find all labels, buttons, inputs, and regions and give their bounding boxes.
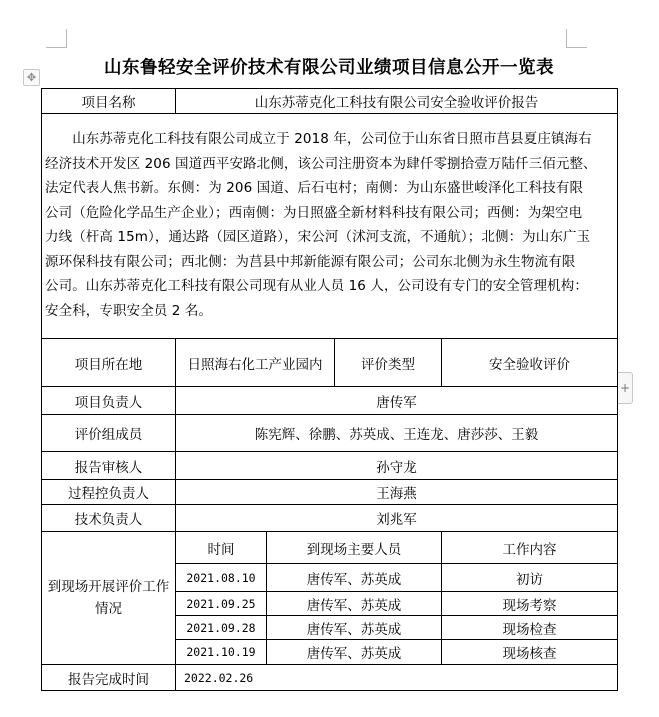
site-work-header-time: 时间 <box>176 532 267 564</box>
evaluation-type-value: 安全验收评价 <box>442 339 618 387</box>
site-work-date: 2021.10.19 <box>176 640 267 665</box>
reviewer-row <box>42 452 618 480</box>
site-work-people: 唐传军、苏英成 <box>267 616 442 640</box>
project-info-table <box>41 88 618 691</box>
project-name-value: 山东苏蒂克化工科技有限公司安全验收评价报告 <box>176 89 618 114</box>
intro-line: 安全科，专职安全员 2 名。 <box>45 302 213 319</box>
location-label: 项目所在地 <box>42 339 176 387</box>
site-work-header-content: 工作内容 <box>442 532 618 564</box>
members-label: 评价组成员 <box>42 415 176 452</box>
add-column-button[interactable] <box>618 372 633 404</box>
plus-icon: + <box>619 381 631 395</box>
intro-line: 公司。山东苏蒂克化工科技有限公司现有从业人员 16 人，公司设有专门的安全管理机构： <box>45 278 588 294</box>
members-value: 陈宪辉、徐鹏、苏英成、王连龙、唐莎莎、王毅 <box>176 415 618 452</box>
tech-leader-value: 刘兆军 <box>176 505 618 532</box>
site-work-header-row <box>42 532 618 564</box>
location-row <box>42 339 618 387</box>
completion-date: 2022.02.26 <box>176 665 618 691</box>
completion-label: 报告完成时间 <box>42 665 176 691</box>
site-work-header-people: 到现场主要人员 <box>267 532 442 564</box>
site-work-content: 初访 <box>442 564 618 592</box>
intro-row <box>42 114 618 339</box>
members-row <box>42 415 618 452</box>
tech-leader-row <box>42 505 618 532</box>
leader-row <box>42 387 618 415</box>
site-work-label: 到现场开展评价工作情况 <box>42 532 176 665</box>
site-work-date: 2021.09.25 <box>176 592 267 616</box>
move-icon: ✥ <box>26 71 37 84</box>
site-work-people: 唐传军、苏英成 <box>267 564 442 592</box>
completion-row <box>42 665 618 691</box>
evaluation-type-label: 评价类型 <box>335 339 442 387</box>
project-name-label: 项目名称 <box>42 89 176 114</box>
document-title: 山东鲁轻安全评价技术有限公司业绩项目信息公开一览表 <box>104 58 554 78</box>
site-work-date: 2021.08.10 <box>176 564 267 592</box>
site-work-content: 现场检查 <box>442 616 618 640</box>
table-move-handle[interactable] <box>23 69 40 86</box>
page-corner-mark-top-right <box>566 29 587 48</box>
leader-label: 项目负责人 <box>42 387 176 415</box>
site-work-people: 唐传军、苏英成 <box>267 640 442 665</box>
site-work-people: 唐传军、苏英成 <box>267 592 442 616</box>
intro-line: 山东苏蒂克化工科技有限公司成立于 2018 年，公司位于山东省日照市莒县夏庄镇海右 <box>45 131 592 147</box>
reviewer-value: 孙守龙 <box>176 452 618 480</box>
intro-line: 公司（危险化学品生产企业）；西南侧：为日照盛全新材料科技有限公司；西侧：为架空电 <box>45 204 583 221</box>
project-name-row <box>42 89 618 114</box>
reviewer-label: 报告审核人 <box>42 452 176 480</box>
intro-line: 源环保科技有限公司；西北侧：为莒县中邦新能源有限公司；公司东北侧为永生物流有限 <box>45 253 576 270</box>
intro-line: 经济技术开发区 206 国道西平安路北侧，该公司注册资本为肆仟零捌拾壹万陆仟三佰元整、 <box>45 155 597 172</box>
intro-line: 力线（杆高 15m），通达路（园区道路），宋公河（沭河支流，不通航）；北侧：为山东广玉 <box>45 229 591 245</box>
process-control-value: 王海燕 <box>176 480 618 505</box>
process-control-label: 过程控负责人 <box>42 480 176 505</box>
leader-value: 唐传军 <box>176 387 618 415</box>
page-corner-mark-top-left <box>46 29 67 48</box>
company-intro <box>42 114 618 339</box>
intro-line: 法定代表人焦书新。东侧：为 206 国道、后石屯村；南侧：为山东盛世峻泽化工科技有限 <box>45 180 584 196</box>
tech-leader-label: 技术负责人 <box>42 505 176 532</box>
site-work-date: 2021.09.28 <box>176 616 267 640</box>
site-work-content: 现场核查 <box>442 640 618 665</box>
location-value: 日照海右化工产业园内 <box>176 339 335 387</box>
process-control-row <box>42 480 618 505</box>
site-work-content: 现场考察 <box>442 592 618 616</box>
